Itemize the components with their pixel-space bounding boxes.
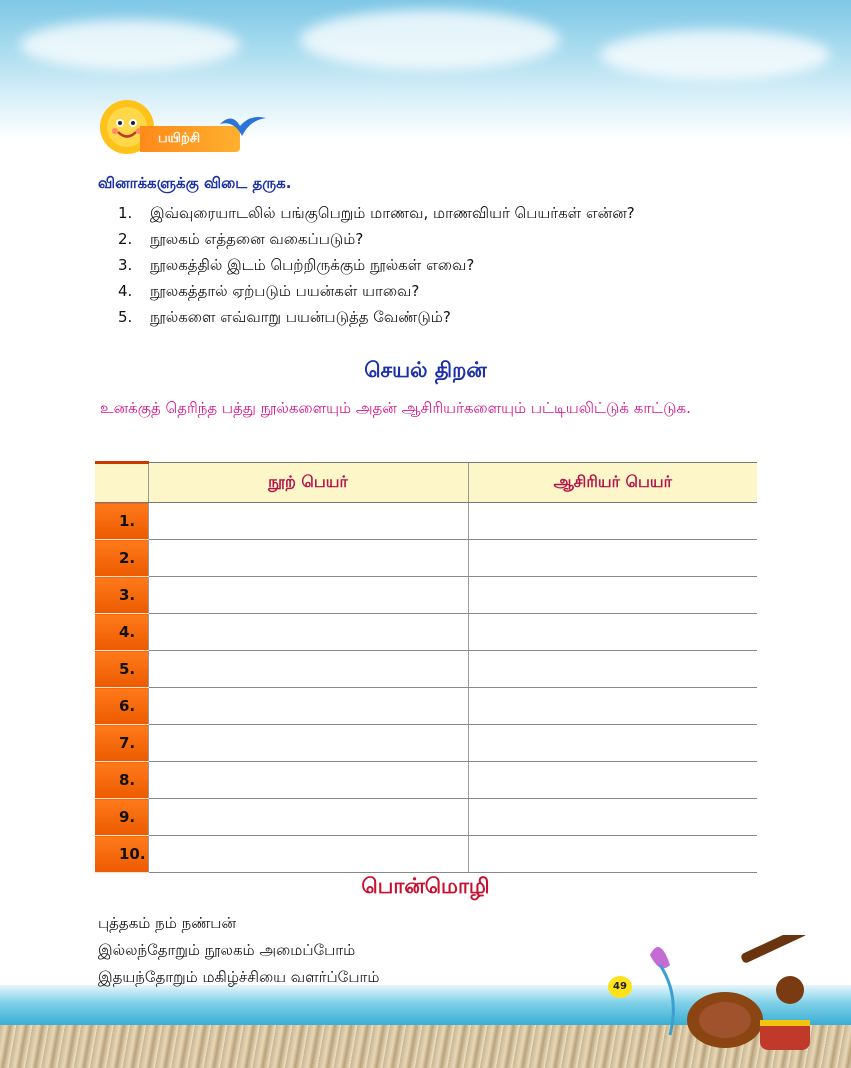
question-text: இவ்வுரையாடலில் பங்குபெறும் மாணவ, மாணவியர் பெயர்கள் என்ன?	[150, 204, 635, 222]
cloud	[600, 30, 830, 80]
exercise-badge: பயிற்சி	[140, 126, 240, 152]
book-name-cell[interactable]	[148, 651, 468, 688]
table-row	[95, 577, 757, 614]
header-cell-book-name: நூற் பெயர்	[148, 463, 468, 503]
questions-heading: வினாக்களுக்கு விடை தருக.	[98, 174, 292, 192]
book-name-cell[interactable]	[148, 540, 468, 577]
question-number: 2.	[118, 230, 133, 248]
row-number: 6.	[95, 688, 148, 725]
question-text: நூலகத்தால் ஏற்படும் பயன்கள் யாவை?	[150, 282, 420, 300]
book-name-cell[interactable]	[148, 725, 468, 762]
question-number: 1.	[118, 204, 133, 222]
row-number: 4.	[95, 614, 148, 651]
list-item	[118, 226, 635, 252]
author-name-cell[interactable]	[468, 762, 757, 799]
author-name-cell[interactable]	[468, 725, 757, 762]
book-name-cell[interactable]	[148, 762, 468, 799]
list-item	[118, 252, 635, 278]
book-name-cell[interactable]	[148, 503, 468, 540]
question-text: நூல்களை எவ்வாறு பயன்படுத்த வேண்டும்?	[150, 308, 451, 326]
author-name-cell[interactable]	[468, 799, 757, 836]
proverb-line: இல்லந்தோறும் நூலகம் அமைப்போம்	[98, 941, 356, 959]
cloud	[300, 10, 560, 70]
table-row	[95, 540, 757, 577]
book-name-cell[interactable]	[148, 577, 468, 614]
activity-title: செயல் திறன்	[364, 358, 487, 382]
question-list	[118, 200, 635, 330]
row-number: 5.	[95, 651, 148, 688]
table-row	[95, 688, 757, 725]
table-header-row	[95, 463, 757, 503]
header-cell-author-name: ஆசிரியர் பெயர்	[468, 463, 757, 503]
row-number: 10.	[95, 836, 148, 873]
question-text: நூலகம் எத்தனை வகைப்படும்?	[150, 230, 364, 248]
table-row	[95, 503, 757, 540]
cloud	[20, 20, 240, 70]
author-name-cell[interactable]	[468, 651, 757, 688]
book-name-cell[interactable]	[148, 799, 468, 836]
row-number: 9.	[95, 799, 148, 836]
row-number: 7.	[95, 725, 148, 762]
author-name-cell[interactable]	[468, 836, 757, 873]
table-row	[95, 725, 757, 762]
table-row	[95, 651, 757, 688]
row-number: 8.	[95, 762, 148, 799]
proverb-lines	[98, 910, 379, 991]
author-name-cell[interactable]	[468, 503, 757, 540]
proverb-title: பொன்மொழி	[361, 874, 490, 898]
table-row	[95, 799, 757, 836]
question-number: 3.	[118, 256, 133, 274]
activity-instruction: உனக்குத் தெரிந்த பத்து நூல்களையும் அதன் ஆசிரியர்களையும் பட்டியலிட்டுக் காட்டுக.	[100, 399, 691, 417]
book-author-table	[95, 461, 757, 873]
list-item	[118, 278, 635, 304]
table-row	[95, 614, 757, 651]
list-item	[118, 304, 635, 330]
book-name-cell[interactable]	[148, 836, 468, 873]
header-cell-number	[95, 463, 148, 503]
veena-icon	[640, 935, 820, 1055]
row-number: 1.	[95, 503, 148, 540]
row-number: 2.	[95, 540, 148, 577]
author-name-cell[interactable]	[468, 688, 757, 725]
proverb-line: புத்தகம் நம் நண்பன்	[98, 914, 237, 932]
question-number: 5.	[118, 308, 133, 326]
question-text: நூலகத்தில் இடம் பெற்றிருக்கும் நூல்கள் எவை?	[150, 256, 475, 274]
table-row	[95, 762, 757, 799]
bird-icon	[218, 110, 268, 142]
author-name-cell[interactable]	[468, 614, 757, 651]
author-name-cell[interactable]	[468, 540, 757, 577]
list-item	[118, 200, 635, 226]
row-number: 3.	[95, 577, 148, 614]
question-number: 4.	[118, 282, 133, 300]
table-row	[95, 836, 757, 873]
book-name-cell[interactable]	[148, 688, 468, 725]
proverb-line: இதயந்தோறும் மகிழ்ச்சியை வளர்ப்போம்	[98, 968, 380, 986]
book-name-cell[interactable]	[148, 614, 468, 651]
author-name-cell[interactable]	[468, 577, 757, 614]
page-number: 49	[608, 976, 632, 998]
